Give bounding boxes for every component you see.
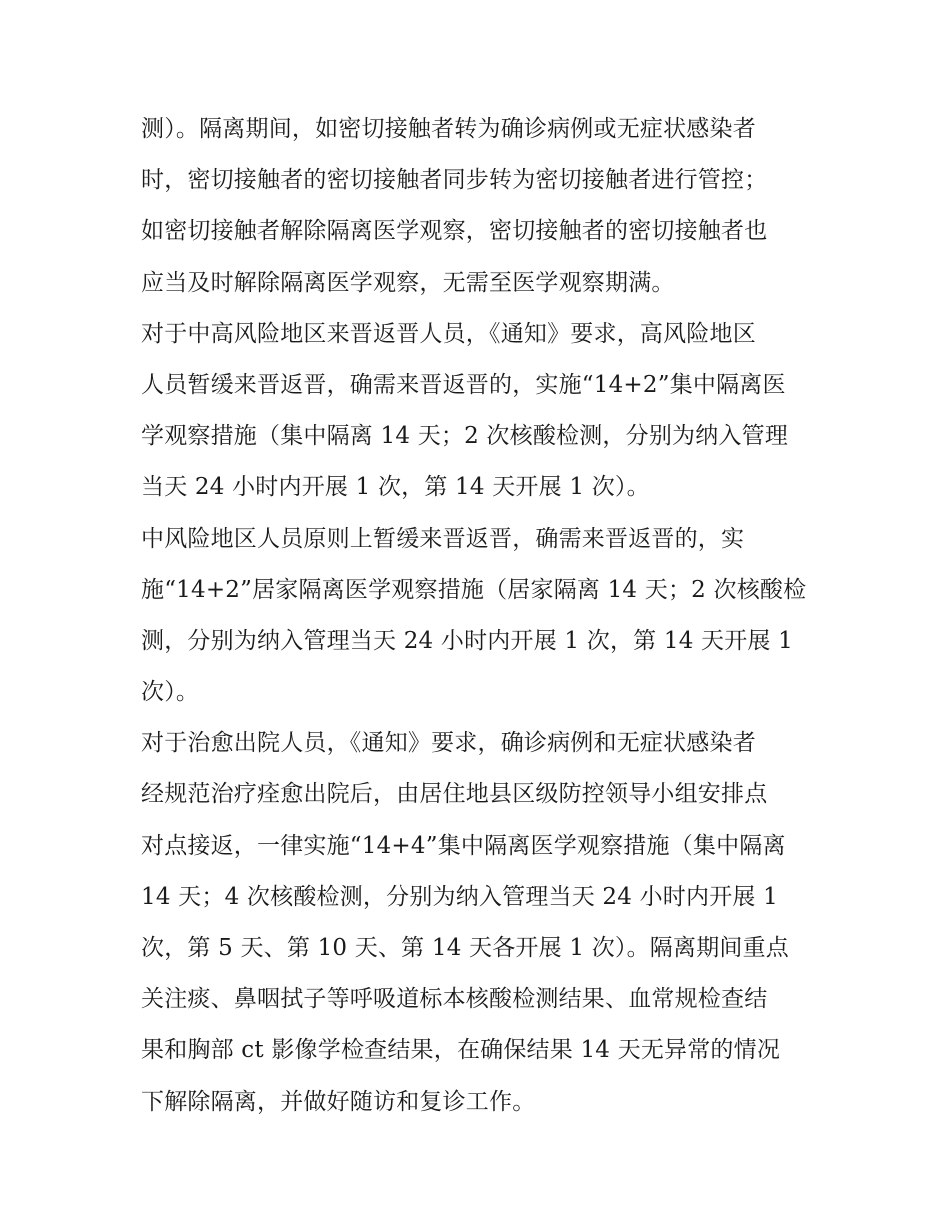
text-line: 测）。隔离期间，如密切接触者转为确诊病例或无症状感染者 — [141, 116, 756, 142]
paragraph-high-risk-arrivals — [141, 309, 821, 514]
text-line: 次，第 5 天、第 10 天、第 14 天各开展 1 次）。隔离期间重点 — [141, 935, 789, 961]
text-line: 14 天；4 次核酸检测，分别为纳入管理当天 24 小时内开展 1 — [141, 883, 778, 910]
text-line: 学观察措施（集中隔离 14 天；2 次核酸检测，分别为纳入管理 — [141, 423, 789, 450]
text-line: 应当及时解除隔离医学观察，无需至医学观察期满。 — [141, 269, 675, 296]
text-line: 关注痰、鼻咽拭子等呼吸道标本核酸检测结果、血常规检查结 — [141, 986, 768, 1013]
text-line: 人员暂缓来晋返晋，确需来晋返晋的，实施“14+2”集中隔离医 — [141, 371, 786, 398]
text-line: 测，分别为纳入管理当天 24 小时内开展 1 次，第 14 天开展 1 — [141, 627, 793, 654]
text-line: 时，密切接触者的密切接触者同步转为密切接触者进行管控； — [141, 167, 768, 194]
paragraph-discharged-patients — [141, 718, 821, 1128]
text-line: 经规范治疗痊愈出院后，由居住地县区级防控领导小组安排点 — [141, 781, 768, 808]
text-line: 对于中高风险地区来晋返晋人员，《通知》要求，高风险地区 — [141, 320, 756, 347]
text-line: 果和胸部 ct 影像学检查结果，在确保结果 14 天无异常的情况 — [141, 1037, 781, 1064]
document-body — [141, 104, 821, 1128]
text-line: 施“14+2”居家隔离医学观察措施（居家隔离 14 天；2 次核酸检 — [141, 576, 807, 603]
text-line: 当天 24 小时内开展 1 次，第 14 天开展 1 次）。 — [141, 474, 650, 501]
text-line: 中风险地区人员原则上暂缓来晋返晋，确需来晋返晋的，实 — [141, 525, 745, 552]
text-line: 次）。 — [141, 679, 200, 706]
text-line: 如密切接触者解除隔离医学观察，密切接触者的密切接触者也 — [141, 218, 768, 245]
text-line: 下解除隔离，并做好随访和复诊工作。 — [141, 1088, 536, 1115]
paragraph-medium-risk-arrivals — [141, 514, 821, 719]
text-line: 对点接返，一律实施“14+4”集中隔离医学观察措施（集中隔离 — [141, 832, 786, 859]
text-line: 对于治愈出院人员，《通知》要求，确诊病例和无症状感染者 — [141, 730, 756, 757]
paragraph-isolation-period — [141, 104, 821, 309]
